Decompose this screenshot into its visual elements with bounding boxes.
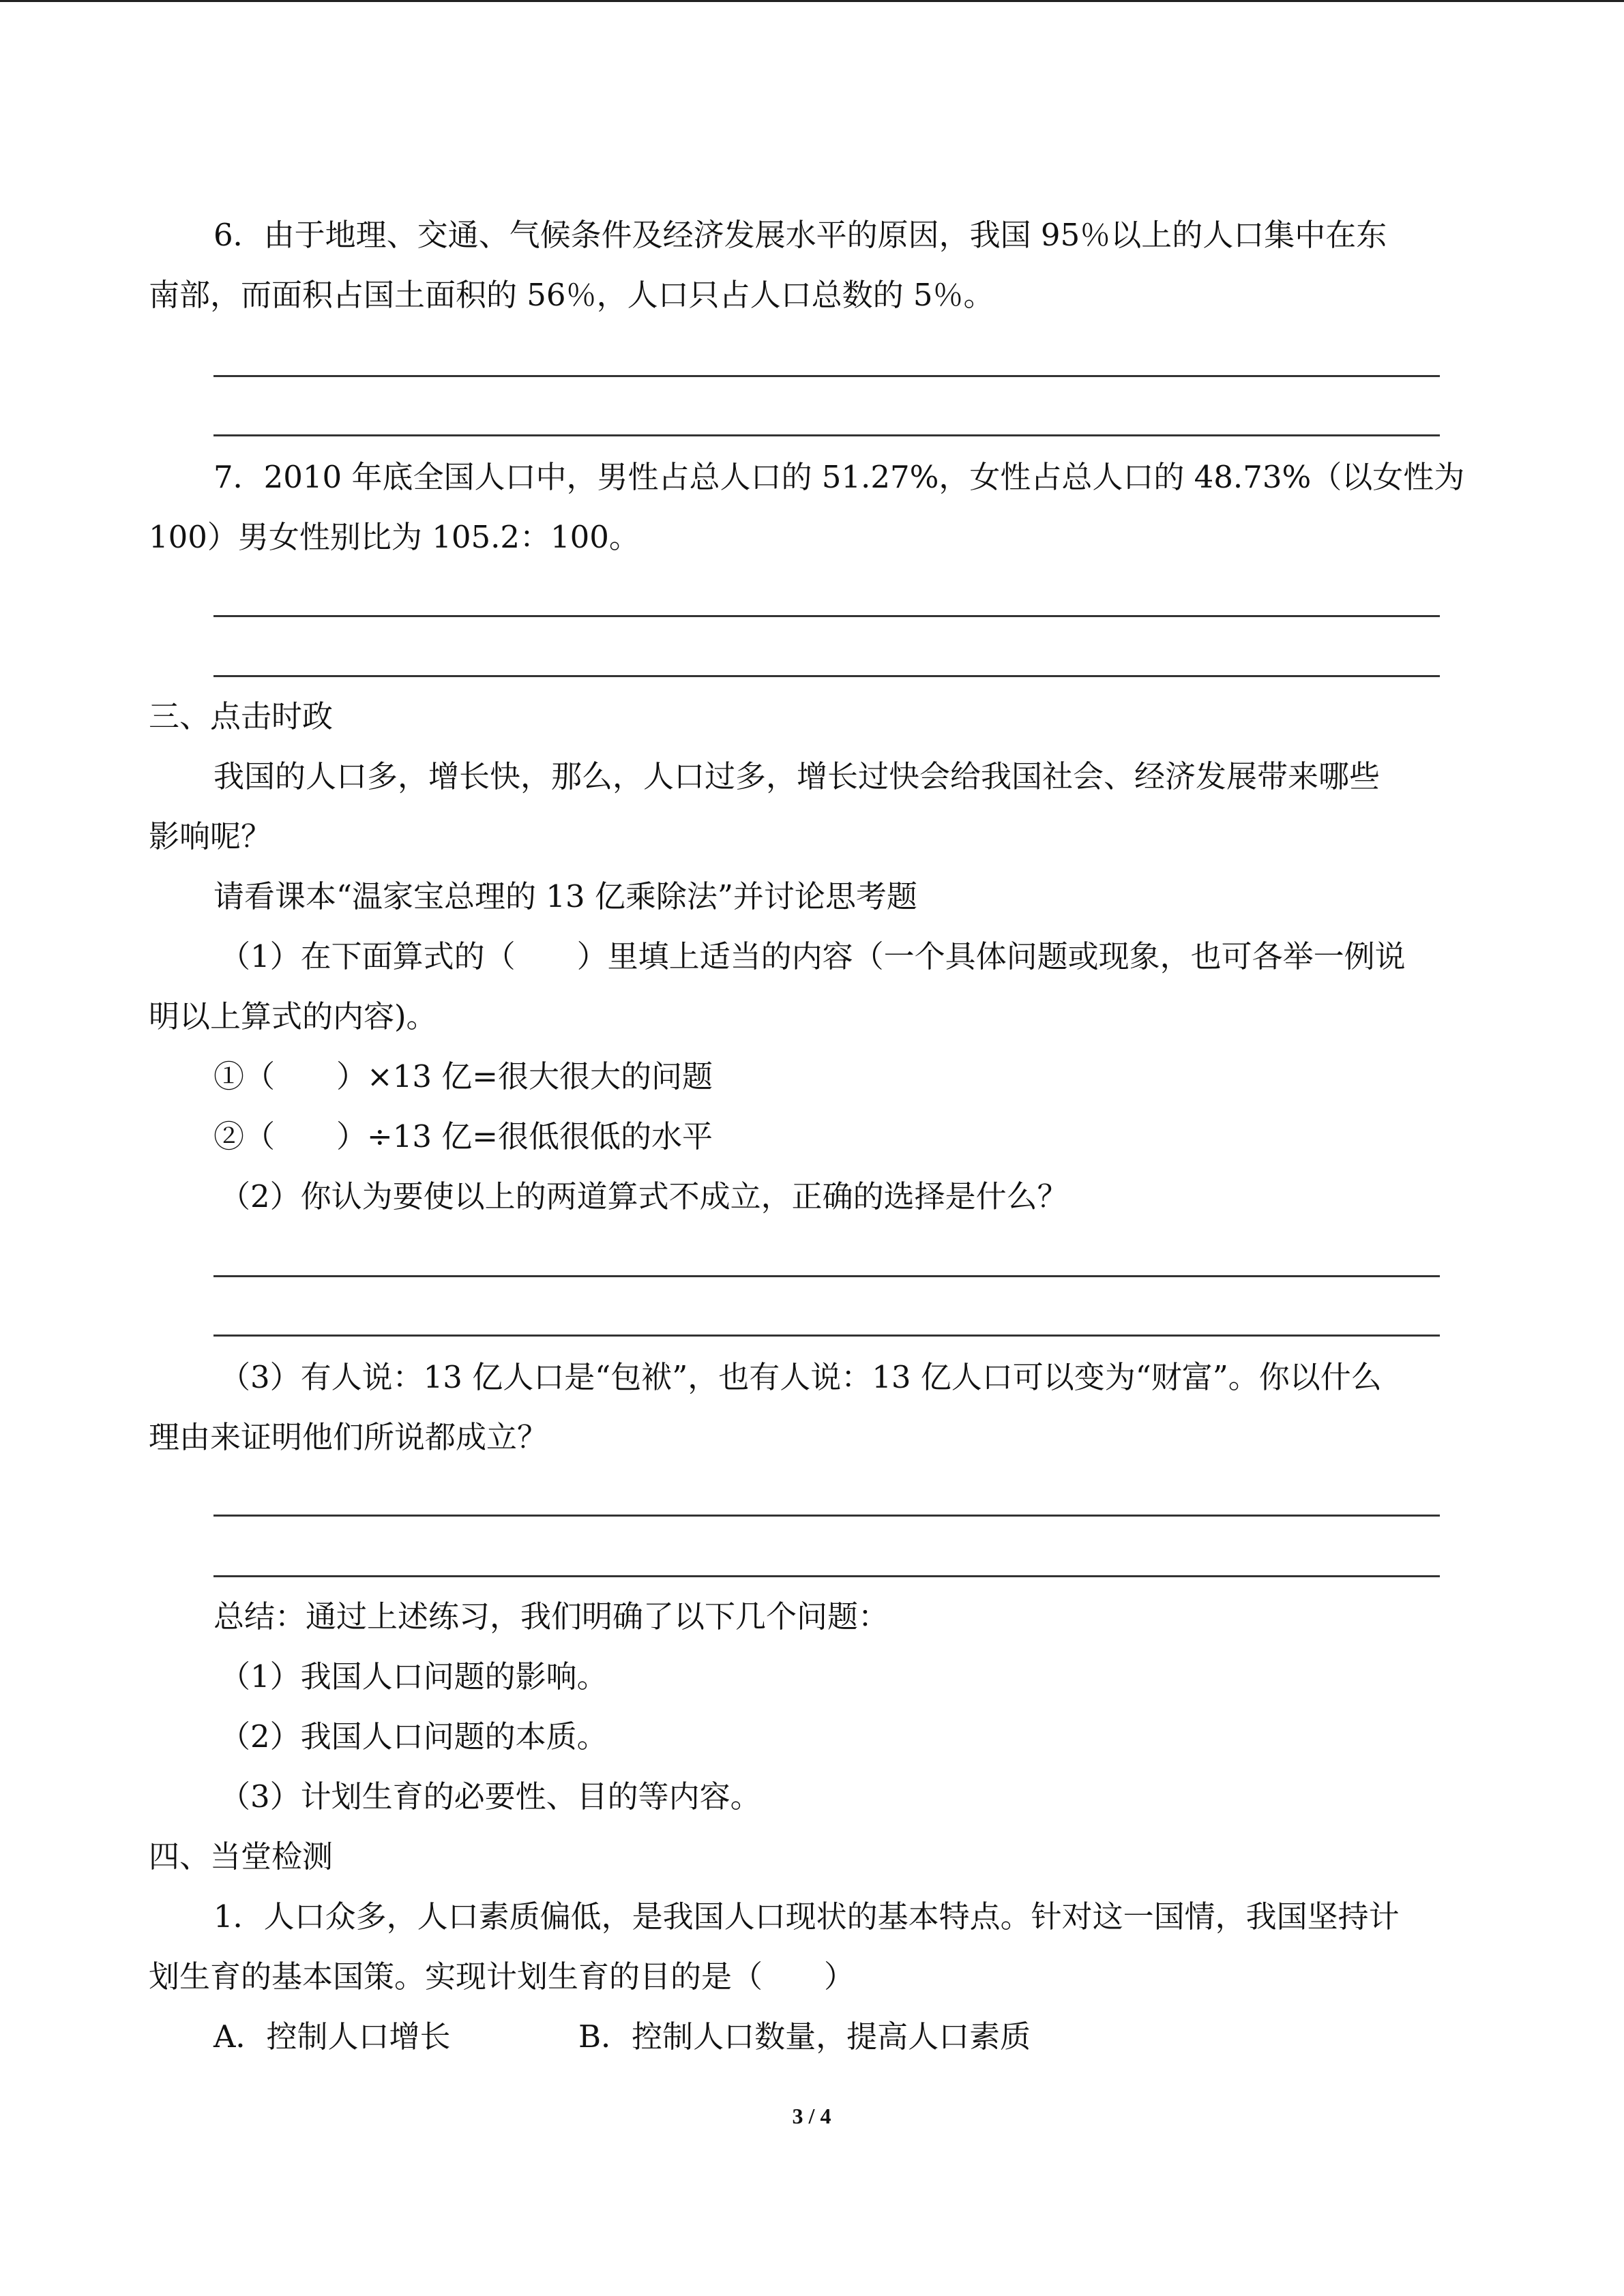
page-number: 3 / 4 <box>792 2104 831 2128</box>
answer-line <box>213 675 1440 677</box>
answer-line <box>213 1335 1440 1337</box>
section-4-title: 四、当堂检测 <box>149 1838 334 1875</box>
summary-item-3: （3）计划生育的必要性、目的等内容。 <box>220 1778 761 1815</box>
answer-line <box>213 615 1440 617</box>
section-3-question-1-line-1: （1）在下面算式的（ ）里填上适当的内容（一个具体问题或现象，也可各举一例说 <box>220 938 1406 974</box>
question-7-line-2: 100）男女性别比为 105.2：100。 <box>149 519 640 555</box>
section-3-question-1-line-2: 明以上算式的内容)。 <box>149 998 437 1034</box>
section-3-paragraph-2: 请看课本“温家宝总理的 13 亿乘除法”并讨论思考题 <box>213 878 917 914</box>
answer-line <box>213 1575 1440 1577</box>
section-3-title: 三、点击时政 <box>149 698 334 734</box>
question-6-line-2: 南部，而面积占国土面积的 56％，人口只占人口总数的 5％。 <box>149 277 994 313</box>
page-top-border <box>0 0 1624 2</box>
question-7-line-1: 7．2010 年底全国人口中，男性占总人口的 51.27%，女性占总人口的 48.73%（以女性为 <box>213 459 1465 495</box>
section-3-paragraph-1-line-2: 影响呢？ <box>149 818 272 854</box>
section-3-question-2: （2）你认为要使以上的两道算式不成立，正确的选择是什么？ <box>220 1178 1068 1214</box>
answer-line <box>213 434 1440 436</box>
section-3-question-3-line-2: 理由来证明他们所说都成立？ <box>149 1419 548 1455</box>
option-b: B．控制人口数量，提高人口素质 <box>578 2018 1031 2055</box>
answer-line <box>213 1275 1440 1277</box>
option-a: A．控制人口增长 <box>213 2018 451 2055</box>
summary-item-2: （2）我国人口问题的本质。 <box>220 1718 608 1755</box>
answer-line <box>213 375 1440 377</box>
section-3-paragraph-1-line-1: 我国的人口多，增长快，那么，人口过多，增长过快会给我国社会、经济发展带来哪些 <box>213 758 1381 794</box>
section-3-question-3-line-1: （3）有人说：13 亿人口是“包袱”，也有人说：13 亿人口可以变为“财富”。你以什么 <box>220 1359 1382 1395</box>
section-4-question-1-line-1: 1．人口众多，人口素质偏低，是我国人口现状的基本特点。针对这一国情，我国坚持计 <box>213 1898 1400 1935</box>
summary-item-1: （1）我国人口问题的影响。 <box>220 1658 608 1695</box>
section-4-question-1-line-2: 划生育的基本国策。实现计划生育的目的是（ ） <box>149 1958 855 1995</box>
summary-title: 总结：通过上述练习，我们明确了以下几个问题： <box>213 1598 889 1635</box>
answer-line <box>213 1515 1440 1517</box>
section-3-formula-2: ②（ ）÷13 亿=很低很低的水平 <box>213 1118 713 1154</box>
section-3-formula-1: ①（ ）×13 亿=很大很大的问题 <box>213 1058 713 1094</box>
question-6-line-1: 6．由于地理、交通、气候条件及经济发展水平的原因，我国 95％以上的人口集中在东 <box>213 217 1387 253</box>
